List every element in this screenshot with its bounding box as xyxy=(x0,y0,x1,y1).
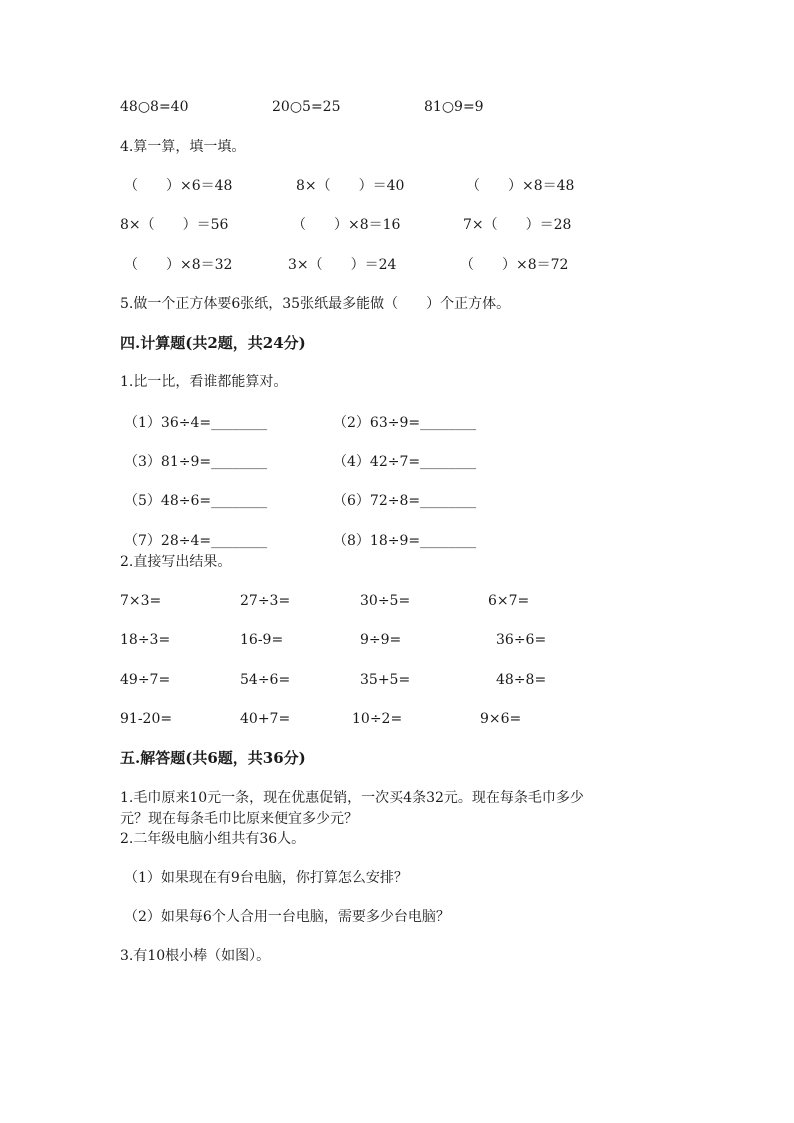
sec5-q2-sub1: （1）如果现在有9台电脑，你打算怎么安排？ xyxy=(124,870,408,886)
q4-cell: 8×（ ）＝56 xyxy=(120,217,229,233)
quick-calc-item: 36÷6= xyxy=(496,632,547,648)
section-5-heading: 五.解答题(共6题，共36分) xyxy=(120,749,306,767)
division-item: （2）63÷9=________ xyxy=(333,415,477,431)
quick-calc-item: 35+5= xyxy=(360,672,411,688)
q4-cell: （ ）×8＝16 xyxy=(292,217,401,233)
division-item: （8）18÷9=________ xyxy=(333,533,477,549)
q4-cell: （ ）×6＝48 xyxy=(124,178,233,194)
q4-cell: （ ）×8＝32 xyxy=(124,257,233,273)
circle-equation-3: 81○9=9 xyxy=(424,99,484,115)
quick-calc-item: 9÷9= xyxy=(360,632,402,648)
quick-calc-item: 6×7= xyxy=(488,593,530,609)
quick-calc-item: 27÷3= xyxy=(240,593,291,609)
circle-equation-1: 48○8=40 xyxy=(120,99,189,115)
quick-calc-item: 30÷5= xyxy=(360,593,411,609)
sec4-q1-title: 1.比一比，看谁都能算对。 xyxy=(120,374,288,390)
quick-calc-item: 91-20= xyxy=(120,711,173,727)
q4-cell: 7×（ ）＝28 xyxy=(463,217,572,233)
q4-cell: （ ）×8＝72 xyxy=(460,257,569,273)
sec4-q2-title: 2.直接写出结果。 xyxy=(120,554,232,570)
quick-calc-item: 7×3= xyxy=(120,593,162,609)
q4-cell: 8×（ ）＝40 xyxy=(296,178,405,194)
sec5-q2-sub2: （2）如果每6个人合用一台电脑，需要多少台电脑？ xyxy=(124,909,450,925)
section-4-heading: 四.计算题(共2题，共24分) xyxy=(120,334,306,352)
sec5-q1-line2: 元？现在每条毛巾比原来便宜多少元？ xyxy=(120,811,358,827)
circle-equation-2: 20○5=25 xyxy=(272,99,341,115)
division-item: （7）28÷4=________ xyxy=(124,533,268,549)
division-item: （4）42÷7=________ xyxy=(333,454,477,470)
quick-calc-item: 49÷7= xyxy=(120,672,171,688)
division-item: （5）48÷6=________ xyxy=(124,493,268,509)
quick-calc-item: 16-9= xyxy=(240,632,284,648)
q4-cell: （ ）×8＝48 xyxy=(466,178,575,194)
q5-text: 5.做一个正方体要6张纸，35张纸最多能做（ ）个正方体。 xyxy=(120,296,511,312)
division-item: （3）81÷9=________ xyxy=(124,454,268,470)
quick-calc-item: 10÷2= xyxy=(352,711,403,727)
quick-calc-item: 48÷8= xyxy=(496,672,547,688)
quick-calc-item: 54÷6= xyxy=(240,672,291,688)
sec5-q3-title: 3.有10根小棒（如图）。 xyxy=(120,948,271,964)
division-item: （6）72÷8=________ xyxy=(333,493,477,509)
quick-calc-item: 9×6= xyxy=(480,711,522,727)
quick-calc-item: 18÷3= xyxy=(120,632,171,648)
sec5-q1-line1: 1.毛巾原来10元一条，现在优惠促销，一次买4条32元。现在每条毛巾多少 xyxy=(120,790,584,806)
sec5-q2-title: 2.二年级电脑小组共有36人。 xyxy=(120,831,306,847)
quick-calc-item: 40+7= xyxy=(240,711,291,727)
q4-title: 4.算一算，填一填。 xyxy=(120,139,246,155)
q4-cell: 3×（ ）＝24 xyxy=(288,257,397,273)
division-item: （1）36÷4=________ xyxy=(124,415,268,431)
